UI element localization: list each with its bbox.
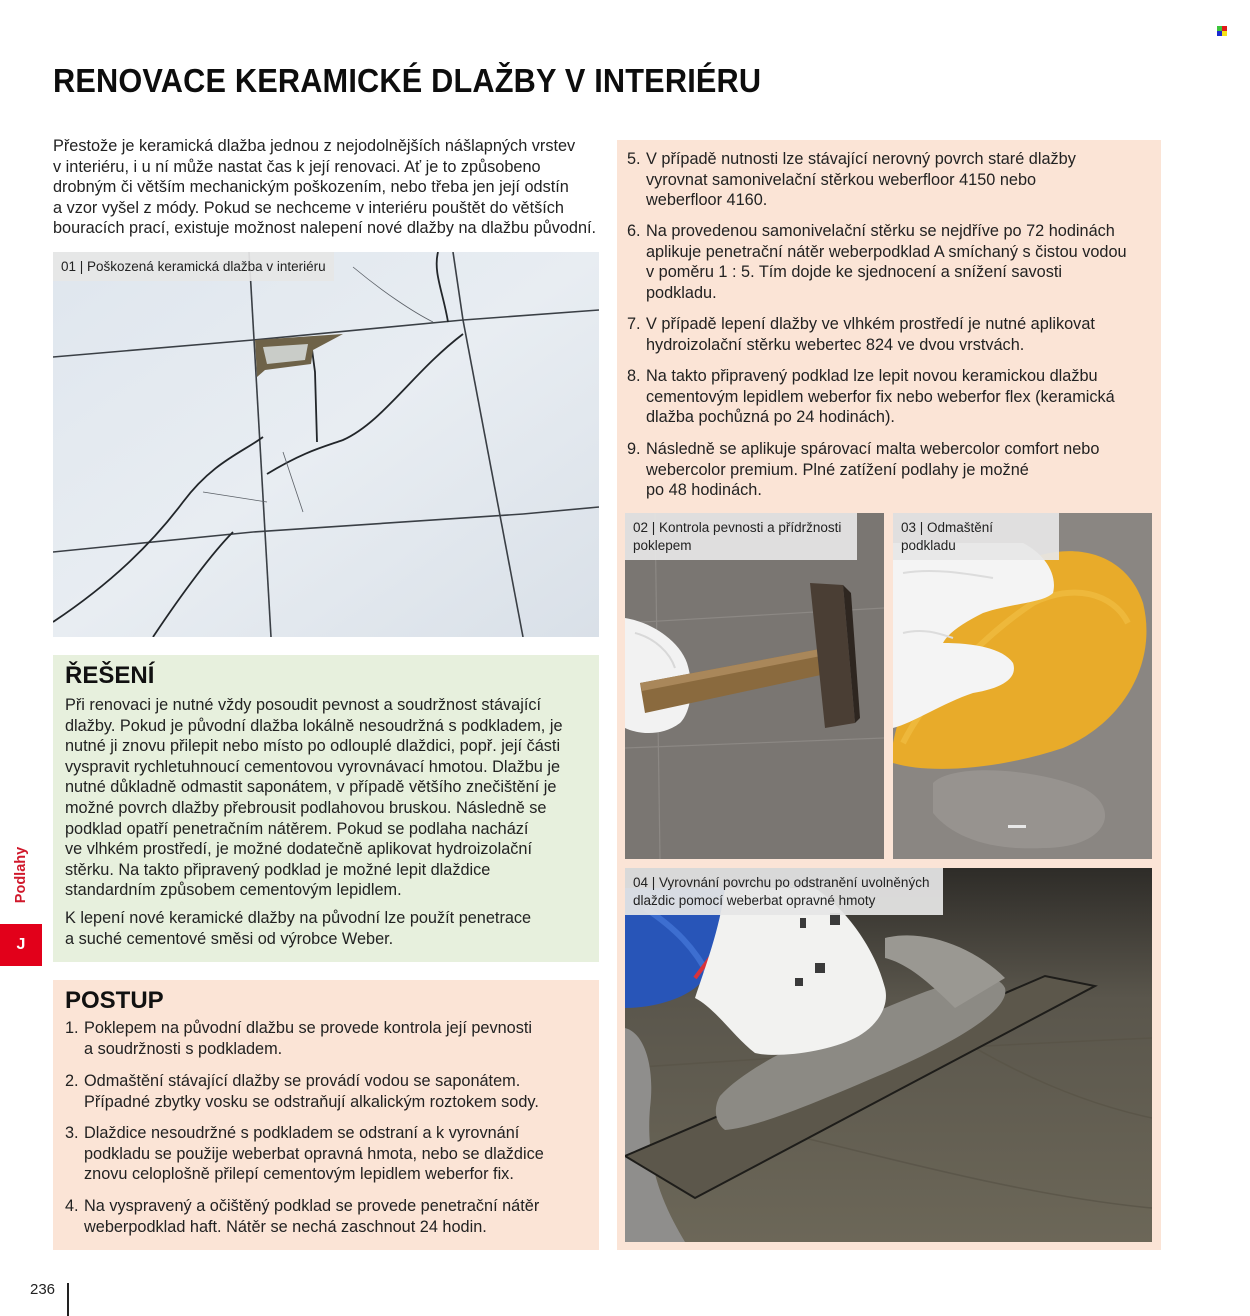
procedure-step bbox=[65, 1071, 539, 1112]
caption-line: dlaždic pomocí weberbat opravné hmoty bbox=[633, 892, 876, 908]
photo-surface-leveling bbox=[625, 868, 1152, 1242]
photo-caption bbox=[893, 513, 1059, 560]
step-line: Na vyspravený a očištěný podklad se provede penetrační nátěr bbox=[84, 1197, 540, 1215]
step-line: cementovým lepidlem weberfor fix nebo weberfor flex (keramická bbox=[646, 387, 1115, 406]
step-line: Na provedenou samonivelační stěrku se nejdříve po 72 hodinách bbox=[646, 222, 1115, 240]
solution-note-line: a suché cementové směsi od výrobce Weber. bbox=[65, 929, 394, 948]
solution-note-line: K lepení nové keramické dlažby na původní lze použít penetrace bbox=[65, 909, 532, 927]
procedure-step bbox=[627, 439, 1099, 501]
step-line: v poměru 1 : 5. Tím dojde ke sjednocení a snížení savosti bbox=[646, 263, 1062, 282]
step-number: 5. bbox=[627, 150, 641, 168]
step-number: 3. bbox=[65, 1124, 79, 1142]
solution-line: podklad opatří penetračním nátěrem. Pokud se podlaha nachází bbox=[65, 819, 529, 838]
page-number-divider bbox=[67, 1283, 69, 1316]
intro-line: drobným či větším mechanickým poškozením, nebo třeba jen její odstín bbox=[53, 178, 569, 197]
procedure-heading: POSTUP bbox=[65, 987, 164, 1014]
step-number: 6. bbox=[627, 222, 641, 240]
step-line: Poklepem na původní dlažbu se provede kontrola její pevnosti bbox=[84, 1019, 533, 1037]
solution-line: možné povrch dlažby přebrousit podlahovou bruskou. Následně se bbox=[65, 798, 547, 817]
caption-line: 04 | Vyrovnání povrchu po odstranění uvolněných bbox=[633, 875, 930, 890]
step-line: vyrovnat samonivelační stěrkou weberfloor 4150 nebo bbox=[646, 170, 1037, 189]
photo-degreasing bbox=[893, 513, 1152, 859]
intro-line: v interiéru, i u ní může nastat čas k její renovaci. Ať je to způsobeno bbox=[53, 157, 541, 176]
photo-caption bbox=[53, 252, 334, 281]
solution-line: Při renovaci je nutné vždy posoudit pevnost a soudržnost stávající bbox=[65, 696, 542, 714]
solution-line: vyspravit rychletuhnoucí cementovou vyrovnávací hmotou. Dlažbu je bbox=[65, 757, 561, 776]
intro-line: a vzor vyšel z módy. Pokud se nechceme v interiéru pouštět do větších bbox=[53, 198, 564, 217]
procedure-step bbox=[627, 221, 1127, 303]
trowel-image bbox=[625, 868, 1152, 1242]
step-line: weberfloor 4160. bbox=[646, 191, 768, 210]
solution-line: dlažby. Pokud je původní dlažba lokálně nesoudržná s podkladem, je bbox=[65, 716, 563, 735]
color-registration-mark-icon bbox=[1217, 26, 1227, 36]
procedure-step bbox=[65, 1018, 532, 1059]
caption-line: 01 | Poškozená keramická dlažba v interiéru bbox=[61, 259, 326, 274]
step-line: Dlaždice nesoudržné s podkladem se odstraní a k vyrovnání bbox=[84, 1124, 520, 1142]
step-line: Na takto připravený podklad lze lepit novou keramickou dlažbu bbox=[646, 367, 1098, 385]
intro-line: bouracích prací, existuje možnost nalepení nové dlažby na dlažbu původní. bbox=[53, 219, 597, 238]
step-line: weberpodklad haft. Nátěr se nechá zaschnout 24 hodin. bbox=[84, 1217, 487, 1236]
procedure-step bbox=[65, 1196, 539, 1237]
section-label bbox=[6, 840, 36, 910]
step-line: webercolor premium. Plné zatížení podlahy je možné bbox=[646, 460, 1029, 479]
caption-line: poklepem bbox=[633, 537, 692, 553]
step-number: 1. bbox=[65, 1019, 79, 1037]
hammer-image bbox=[625, 513, 884, 859]
step-line: dlažba pochůzná po 24 hodinách). bbox=[646, 408, 895, 427]
section-label-text: Podlahy bbox=[13, 846, 29, 904]
procedure-step bbox=[627, 366, 1115, 428]
solution-line: ve vlhkém prostředí, je možné dodatečně aplikovat hydroizolační bbox=[65, 840, 532, 859]
step-line: aplikuje penetrační nátěr weberpodklad A smíchaný s čistou vodou bbox=[646, 242, 1127, 261]
step-number: 8. bbox=[627, 367, 641, 385]
step-line: podkladu se použije weberbat opravná hmota, nebo se dlaždice bbox=[84, 1144, 544, 1163]
step-line: podkladu. bbox=[646, 283, 717, 302]
intro-text bbox=[53, 136, 613, 239]
solution-paragraph bbox=[65, 695, 563, 901]
solution-section bbox=[53, 655, 599, 962]
caption-line: 03 | Odmaštění podkladu bbox=[901, 520, 994, 553]
photo-hammer-test bbox=[625, 513, 884, 859]
photo-caption bbox=[625, 868, 943, 915]
step-line: V případě lepení dlažby ve vlhkém prostředí je nutné aplikovat bbox=[646, 315, 1095, 333]
step-line: hydroizolační stěrku webertec 824 ve dvou vrstvách. bbox=[646, 335, 1025, 354]
step-number: 7. bbox=[627, 315, 641, 333]
section-tab: J bbox=[0, 924, 42, 966]
procedure-step bbox=[627, 149, 1076, 211]
step-line: V případě nutnosti lze stávající nerovný povrch staré dlažby bbox=[646, 150, 1076, 168]
solution-line: standardním způsobem cementovým lepidlem. bbox=[65, 881, 402, 900]
step-number: 9. bbox=[627, 440, 641, 458]
photo-damaged-tiles bbox=[53, 252, 599, 637]
caption-line: 02 | Kontrola pevnosti a přídržnosti bbox=[633, 520, 842, 535]
solution-line: nutné důkladně odmastit saponátem, v případě většího znečištění je bbox=[65, 778, 557, 797]
photo-caption bbox=[625, 513, 857, 560]
cracked-tile-image bbox=[53, 252, 599, 637]
step-line: znovu celoplošně přilepí cementovým lepidlem weberfor fix. bbox=[84, 1165, 514, 1184]
step-line: po 48 hodinách. bbox=[646, 481, 762, 500]
procedure-step bbox=[65, 1123, 544, 1185]
sponge-image bbox=[893, 513, 1152, 859]
solution-line: nutné ji znovu přilepit nebo místo po odlouplé dlaždici, popř. její části bbox=[65, 737, 561, 756]
step-line: a soudržnosti s podkladem. bbox=[84, 1039, 283, 1058]
page-number: 236 bbox=[30, 1281, 56, 1298]
solution-note bbox=[65, 908, 531, 949]
step-line: Případné zbytky vosku se odstraňují alkalickým roztokem sody. bbox=[84, 1092, 539, 1111]
step-line: Následně se aplikuje spárovací malta webercolor comfort nebo bbox=[646, 440, 1100, 458]
procedure-step bbox=[627, 314, 1095, 355]
solution-heading: ŘEŠENÍ bbox=[65, 662, 155, 689]
solution-line: stěrku. Na takto připravený podklad je možné lepit dlaždice bbox=[65, 860, 491, 879]
step-line: Odmaštění stávající dlažby se provádí vodou se saponátem. bbox=[84, 1072, 521, 1090]
step-number: 4. bbox=[65, 1197, 79, 1215]
step-number: 2. bbox=[65, 1072, 79, 1090]
procedure-section bbox=[53, 980, 599, 1250]
page-title: RENOVACE KERAMICKÉ DLAŽBY V INTERIÉRU bbox=[53, 62, 762, 99]
intro-line: Přestože je keramická dlažba jednou z nejodolnějších nášlapných vrstev bbox=[53, 137, 576, 155]
